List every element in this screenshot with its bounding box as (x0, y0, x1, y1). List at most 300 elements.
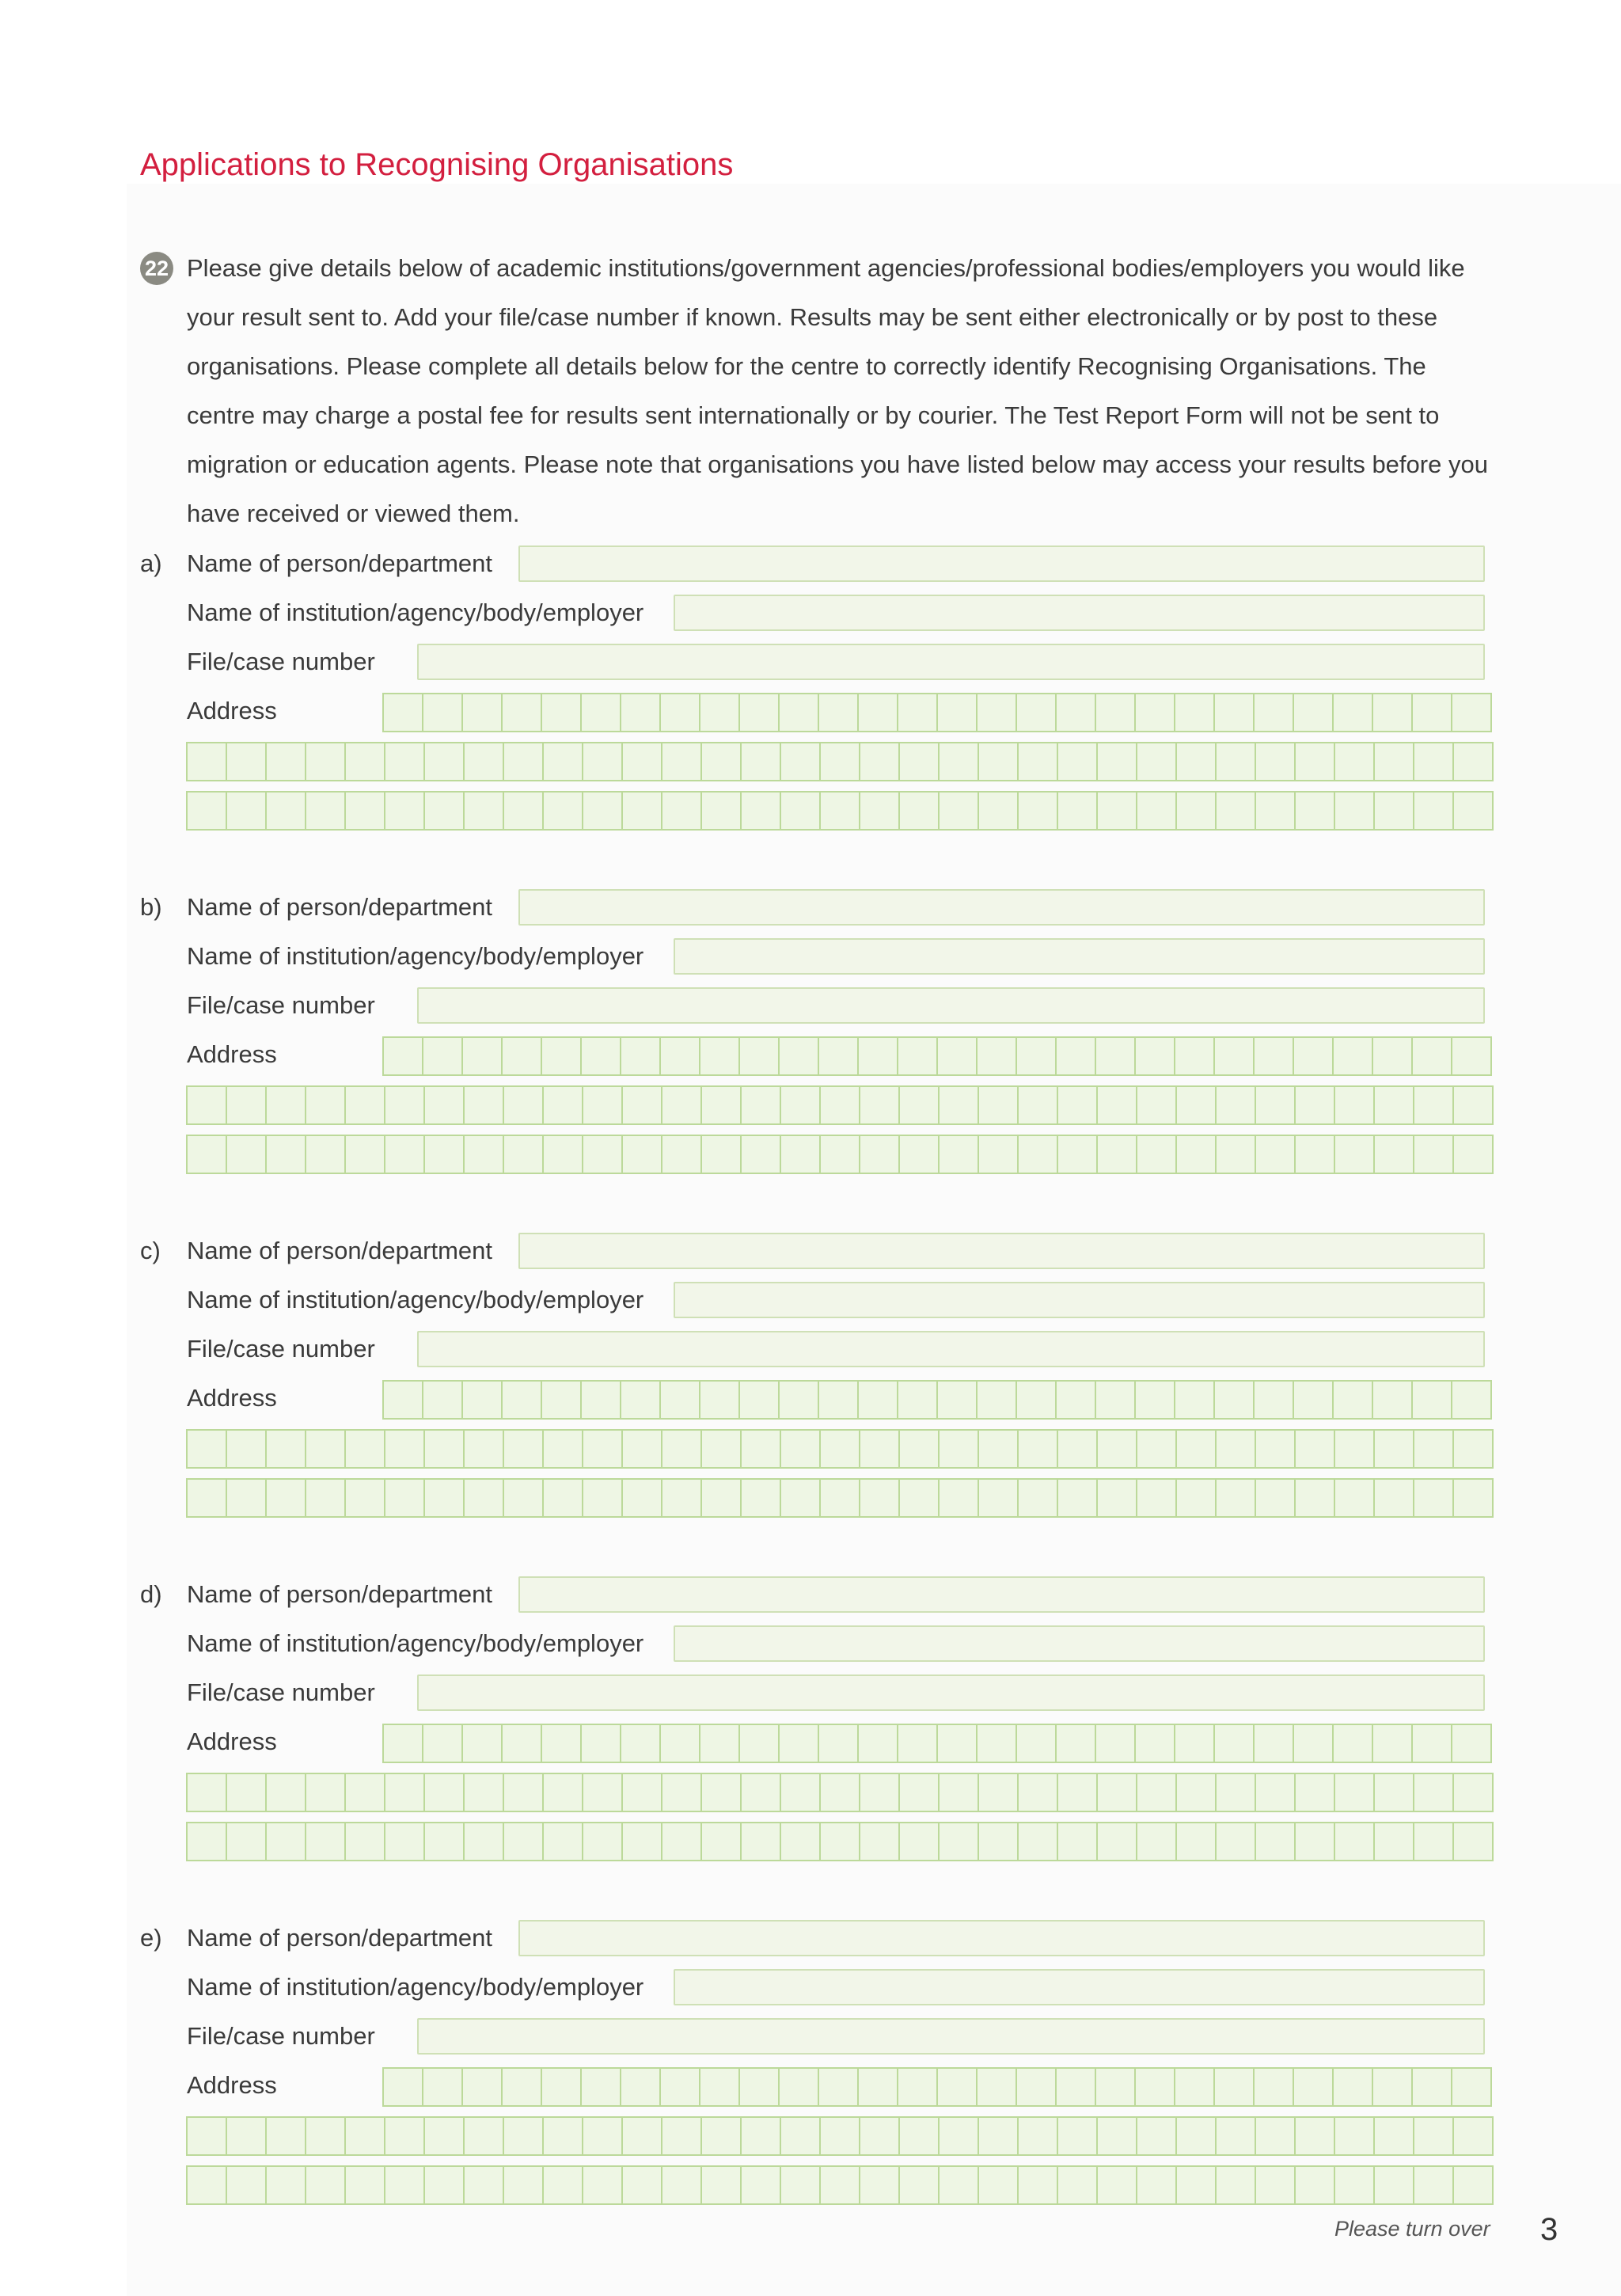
character-box[interactable] (781, 2165, 821, 2205)
character-box[interactable] (188, 1773, 227, 1812)
character-box[interactable] (1452, 1724, 1492, 1763)
character-box[interactable] (1373, 1036, 1413, 1076)
character-box[interactable] (267, 791, 306, 831)
character-box[interactable] (1296, 1822, 1335, 1861)
character-box[interactable] (700, 1724, 740, 1763)
character-box[interactable] (1137, 2116, 1177, 2156)
person-input[interactable] (518, 1576, 1485, 1613)
character-box[interactable] (542, 1036, 582, 1076)
character-box[interactable] (898, 1724, 938, 1763)
address-line-boxes[interactable] (186, 791, 1494, 831)
character-box[interactable] (979, 1429, 1019, 1469)
character-box[interactable] (1452, 1036, 1492, 1076)
character-box[interactable] (384, 1380, 423, 1420)
character-box[interactable] (819, 693, 859, 732)
character-box[interactable] (900, 2116, 940, 2156)
character-box[interactable] (583, 1135, 623, 1174)
character-box[interactable] (346, 1135, 385, 1174)
character-box[interactable] (661, 1724, 700, 1763)
character-box[interactable] (544, 791, 583, 831)
character-box[interactable] (1177, 1085, 1217, 1125)
character-box[interactable] (940, 1822, 979, 1861)
character-box[interactable] (781, 1135, 821, 1174)
character-box[interactable] (821, 1429, 860, 1469)
character-box[interactable] (860, 1478, 900, 1518)
character-box[interactable] (1373, 1724, 1413, 1763)
character-box[interactable] (544, 742, 583, 781)
character-box[interactable] (1098, 742, 1137, 781)
character-box[interactable] (423, 693, 463, 732)
character-box[interactable] (821, 1773, 860, 1812)
character-box[interactable] (1058, 791, 1098, 831)
character-box[interactable] (978, 1724, 1017, 1763)
character-box[interactable] (1414, 2165, 1454, 2205)
character-box[interactable] (1414, 742, 1454, 781)
character-box[interactable] (1057, 1036, 1096, 1076)
character-box[interactable] (742, 2116, 781, 2156)
character-box[interactable] (1454, 1773, 1494, 1812)
character-box[interactable] (1136, 1724, 1175, 1763)
character-box[interactable] (780, 1036, 819, 1076)
character-box[interactable] (1217, 1429, 1256, 1469)
character-box[interactable] (1294, 2067, 1334, 2107)
character-box[interactable] (1098, 2165, 1137, 2205)
character-box[interactable] (940, 1429, 979, 1469)
character-box[interactable] (1414, 1822, 1454, 1861)
character-box[interactable] (544, 1429, 583, 1469)
character-box[interactable] (1294, 1036, 1334, 1076)
character-box[interactable] (821, 1822, 860, 1861)
character-box[interactable] (780, 693, 819, 732)
address-line-boxes[interactable] (382, 1036, 1492, 1076)
character-box[interactable] (1335, 1478, 1375, 1518)
character-box[interactable] (1096, 1380, 1136, 1420)
character-box[interactable] (860, 1135, 900, 1174)
character-box[interactable] (742, 1085, 781, 1125)
address-line-boxes[interactable] (382, 1724, 1492, 1763)
character-box[interactable] (1375, 1478, 1414, 1518)
character-box[interactable] (1294, 693, 1334, 732)
character-box[interactable] (1256, 2165, 1296, 2205)
character-box[interactable] (267, 1773, 306, 1812)
character-box[interactable] (346, 2116, 385, 2156)
character-box[interactable] (188, 1429, 227, 1469)
character-box[interactable] (623, 1478, 662, 1518)
character-box[interactable] (1217, 1085, 1256, 1125)
character-box[interactable] (423, 2067, 463, 2107)
character-box[interactable] (504, 742, 544, 781)
character-box[interactable] (623, 1135, 662, 1174)
character-box[interactable] (227, 791, 267, 831)
character-box[interactable] (1057, 1380, 1096, 1420)
character-box[interactable] (1017, 1380, 1057, 1420)
character-box[interactable] (780, 1380, 819, 1420)
character-box[interactable] (1017, 693, 1057, 732)
character-box[interactable] (900, 2165, 940, 2205)
character-box[interactable] (978, 1380, 1017, 1420)
character-box[interactable] (425, 2116, 465, 2156)
character-box[interactable] (702, 1135, 742, 1174)
character-box[interactable] (860, 791, 900, 831)
character-box[interactable] (425, 791, 465, 831)
character-box[interactable] (423, 1724, 463, 1763)
character-box[interactable] (1452, 693, 1492, 732)
character-box[interactable] (306, 1822, 346, 1861)
character-box[interactable] (1375, 1085, 1414, 1125)
character-box[interactable] (1413, 1380, 1452, 1420)
character-box[interactable] (504, 1478, 544, 1518)
address-line-boxes[interactable] (186, 1478, 1494, 1518)
character-box[interactable] (940, 2116, 979, 2156)
character-box[interactable] (1413, 1036, 1452, 1076)
character-box[interactable] (1414, 1429, 1454, 1469)
character-box[interactable] (1057, 2067, 1096, 2107)
character-box[interactable] (385, 1085, 425, 1125)
character-box[interactable] (821, 2165, 860, 2205)
character-box[interactable] (940, 1478, 979, 1518)
character-box[interactable] (542, 2067, 582, 2107)
character-box[interactable] (1098, 1429, 1137, 1469)
character-box[interactable] (227, 1135, 267, 1174)
character-box[interactable] (979, 1773, 1019, 1812)
character-box[interactable] (1454, 1429, 1494, 1469)
character-box[interactable] (306, 1773, 346, 1812)
character-box[interactable] (1296, 2116, 1335, 2156)
character-box[interactable] (702, 742, 742, 781)
character-box[interactable] (900, 1429, 940, 1469)
address-line-boxes[interactable] (382, 2067, 1492, 2107)
character-box[interactable] (1137, 742, 1177, 781)
character-box[interactable] (781, 791, 821, 831)
character-box[interactable] (1334, 2067, 1373, 2107)
character-box[interactable] (859, 1724, 898, 1763)
character-box[interactable] (978, 1036, 1017, 1076)
character-box[interactable] (465, 2116, 504, 2156)
character-box[interactable] (900, 791, 940, 831)
character-box[interactable] (1414, 2116, 1454, 2156)
character-box[interactable] (1137, 791, 1177, 831)
character-box[interactable] (1215, 2067, 1255, 2107)
character-box[interactable] (780, 2067, 819, 2107)
character-box[interactable] (662, 1773, 702, 1812)
character-box[interactable] (503, 693, 542, 732)
character-box[interactable] (1019, 1085, 1058, 1125)
character-box[interactable] (463, 1724, 503, 1763)
character-box[interactable] (623, 2165, 662, 2205)
character-box[interactable] (1177, 1822, 1217, 1861)
character-box[interactable] (583, 1822, 623, 1861)
character-box[interactable] (1414, 1085, 1454, 1125)
character-box[interactable] (740, 1380, 780, 1420)
character-box[interactable] (1177, 1135, 1217, 1174)
character-box[interactable] (1217, 1135, 1256, 1174)
character-box[interactable] (1373, 2067, 1413, 2107)
character-box[interactable] (267, 2165, 306, 2205)
character-box[interactable] (425, 1429, 465, 1469)
character-box[interactable] (1057, 1724, 1096, 1763)
character-box[interactable] (979, 1822, 1019, 1861)
character-box[interactable] (1454, 791, 1494, 831)
character-box[interactable] (346, 1478, 385, 1518)
character-box[interactable] (1058, 1773, 1098, 1812)
character-box[interactable] (306, 1135, 346, 1174)
character-box[interactable] (1019, 2116, 1058, 2156)
person-input[interactable] (518, 889, 1485, 926)
character-box[interactable] (898, 1036, 938, 1076)
character-box[interactable] (1334, 693, 1373, 732)
character-box[interactable] (267, 1478, 306, 1518)
character-box[interactable] (940, 1773, 979, 1812)
character-box[interactable] (582, 693, 621, 732)
character-box[interactable] (544, 1478, 583, 1518)
character-box[interactable] (1136, 2067, 1175, 2107)
character-box[interactable] (742, 742, 781, 781)
character-box[interactable] (1098, 1773, 1137, 1812)
character-box[interactable] (385, 1429, 425, 1469)
character-box[interactable] (583, 2165, 623, 2205)
character-box[interactable] (940, 2165, 979, 2205)
character-box[interactable] (385, 1822, 425, 1861)
character-box[interactable] (385, 1773, 425, 1812)
character-box[interactable] (623, 1085, 662, 1125)
character-box[interactable] (979, 2165, 1019, 2205)
character-box[interactable] (979, 2116, 1019, 2156)
character-box[interactable] (385, 2116, 425, 2156)
character-box[interactable] (1215, 1036, 1255, 1076)
character-box[interactable] (1294, 1380, 1334, 1420)
address-line-boxes[interactable] (186, 2116, 1494, 2156)
character-box[interactable] (860, 1085, 900, 1125)
character-box[interactable] (821, 791, 860, 831)
file-input[interactable] (417, 1331, 1485, 1367)
character-box[interactable] (384, 693, 423, 732)
person-input[interactable] (518, 1920, 1485, 1956)
character-box[interactable] (504, 1135, 544, 1174)
character-box[interactable] (425, 1773, 465, 1812)
character-box[interactable] (1256, 791, 1296, 831)
character-box[interactable] (503, 1380, 542, 1420)
character-box[interactable] (1334, 1724, 1373, 1763)
character-box[interactable] (1454, 742, 1494, 781)
character-box[interactable] (1217, 2165, 1256, 2205)
character-box[interactable] (582, 2067, 621, 2107)
character-box[interactable] (267, 1085, 306, 1125)
character-box[interactable] (346, 1085, 385, 1125)
character-box[interactable] (306, 791, 346, 831)
character-box[interactable] (1296, 2165, 1335, 2205)
character-box[interactable] (819, 1036, 859, 1076)
character-box[interactable] (1215, 1724, 1255, 1763)
file-input[interactable] (417, 987, 1485, 1024)
character-box[interactable] (702, 1478, 742, 1518)
character-box[interactable] (1294, 1724, 1334, 1763)
character-box[interactable] (1217, 1478, 1256, 1518)
character-box[interactable] (582, 1380, 621, 1420)
character-box[interactable] (384, 1724, 423, 1763)
character-box[interactable] (860, 2165, 900, 2205)
character-box[interactable] (465, 1135, 504, 1174)
character-box[interactable] (1019, 791, 1058, 831)
character-box[interactable] (978, 2067, 1017, 2107)
character-box[interactable] (900, 1822, 940, 1861)
character-box[interactable] (227, 1478, 267, 1518)
address-line-boxes[interactable] (186, 1822, 1494, 1861)
character-box[interactable] (385, 791, 425, 831)
character-box[interactable] (1256, 1085, 1296, 1125)
character-box[interactable] (781, 1478, 821, 1518)
character-box[interactable] (306, 2165, 346, 2205)
character-box[interactable] (1454, 2165, 1494, 2205)
character-box[interactable] (1452, 2067, 1492, 2107)
character-box[interactable] (463, 693, 503, 732)
character-box[interactable] (859, 1380, 898, 1420)
institution-input[interactable] (674, 1625, 1485, 1662)
character-box[interactable] (740, 1724, 780, 1763)
character-box[interactable] (1217, 1822, 1256, 1861)
character-box[interactable] (898, 1380, 938, 1420)
character-box[interactable] (1058, 2116, 1098, 2156)
character-box[interactable] (1454, 1085, 1494, 1125)
character-box[interactable] (1098, 791, 1137, 831)
character-box[interactable] (940, 742, 979, 781)
character-box[interactable] (1335, 1429, 1375, 1469)
character-box[interactable] (742, 1822, 781, 1861)
character-box[interactable] (860, 2116, 900, 2156)
character-box[interactable] (1375, 742, 1414, 781)
character-box[interactable] (503, 1724, 542, 1763)
character-box[interactable] (1017, 1036, 1057, 1076)
character-box[interactable] (1256, 1822, 1296, 1861)
character-box[interactable] (306, 1478, 346, 1518)
character-box[interactable] (227, 1429, 267, 1469)
character-box[interactable] (900, 1085, 940, 1125)
character-box[interactable] (188, 1135, 227, 1174)
character-box[interactable] (979, 1085, 1019, 1125)
character-box[interactable] (821, 742, 860, 781)
character-box[interactable] (662, 791, 702, 831)
character-box[interactable] (900, 1478, 940, 1518)
character-box[interactable] (623, 1429, 662, 1469)
file-input[interactable] (417, 1674, 1485, 1711)
character-box[interactable] (821, 1085, 860, 1125)
character-box[interactable] (465, 1085, 504, 1125)
character-box[interactable] (1296, 1135, 1335, 1174)
character-box[interactable] (938, 2067, 978, 2107)
character-box[interactable] (662, 1135, 702, 1174)
character-box[interactable] (583, 1429, 623, 1469)
character-box[interactable] (544, 1773, 583, 1812)
character-box[interactable] (819, 2067, 859, 2107)
character-box[interactable] (503, 1036, 542, 1076)
character-box[interactable] (385, 1478, 425, 1518)
character-box[interactable] (267, 2116, 306, 2156)
character-box[interactable] (860, 1429, 900, 1469)
character-box[interactable] (1177, 1773, 1217, 1812)
character-box[interactable] (583, 791, 623, 831)
character-box[interactable] (1375, 1773, 1414, 1812)
character-box[interactable] (1019, 1478, 1058, 1518)
character-box[interactable] (1296, 1429, 1335, 1469)
character-box[interactable] (425, 1478, 465, 1518)
character-box[interactable] (1137, 1773, 1177, 1812)
character-box[interactable] (1058, 1135, 1098, 1174)
character-box[interactable] (1375, 791, 1414, 831)
character-box[interactable] (1375, 2165, 1414, 2205)
character-box[interactable] (346, 1429, 385, 1469)
character-box[interactable] (503, 2067, 542, 2107)
character-box[interactable] (306, 1429, 346, 1469)
character-box[interactable] (819, 1724, 859, 1763)
character-box[interactable] (306, 742, 346, 781)
character-box[interactable] (1177, 2116, 1217, 2156)
character-box[interactable] (582, 1724, 621, 1763)
character-box[interactable] (1334, 1036, 1373, 1076)
character-box[interactable] (781, 2116, 821, 2156)
character-box[interactable] (740, 1036, 780, 1076)
character-box[interactable] (859, 2067, 898, 2107)
institution-input[interactable] (674, 1969, 1485, 2005)
character-box[interactable] (1335, 1822, 1375, 1861)
character-box[interactable] (188, 2165, 227, 2205)
person-input[interactable] (518, 545, 1485, 582)
character-box[interactable] (1177, 742, 1217, 781)
character-box[interactable] (1177, 791, 1217, 831)
character-box[interactable] (1177, 1478, 1217, 1518)
character-box[interactable] (623, 791, 662, 831)
character-box[interactable] (781, 1822, 821, 1861)
character-box[interactable] (621, 1724, 661, 1763)
character-box[interactable] (781, 1429, 821, 1469)
character-box[interactable] (1136, 693, 1175, 732)
character-box[interactable] (346, 791, 385, 831)
character-box[interactable] (1375, 2116, 1414, 2156)
character-box[interactable] (621, 693, 661, 732)
character-box[interactable] (1454, 1478, 1494, 1518)
character-box[interactable] (1414, 1478, 1454, 1518)
character-box[interactable] (544, 1135, 583, 1174)
character-box[interactable] (188, 791, 227, 831)
character-box[interactable] (463, 1380, 503, 1420)
character-box[interactable] (425, 2165, 465, 2205)
character-box[interactable] (1098, 2116, 1137, 2156)
character-box[interactable] (821, 2116, 860, 2156)
institution-input[interactable] (674, 595, 1485, 631)
character-box[interactable] (346, 2165, 385, 2205)
character-box[interactable] (623, 1822, 662, 1861)
character-box[interactable] (425, 1085, 465, 1125)
address-line-boxes[interactable] (186, 1085, 1494, 1125)
character-box[interactable] (978, 693, 1017, 732)
character-box[interactable] (940, 791, 979, 831)
character-box[interactable] (1413, 1724, 1452, 1763)
character-box[interactable] (1296, 1478, 1335, 1518)
character-box[interactable] (465, 1773, 504, 1812)
character-box[interactable] (1096, 693, 1136, 732)
character-box[interactable] (384, 1036, 423, 1076)
character-box[interactable] (1255, 1724, 1294, 1763)
character-box[interactable] (621, 2067, 661, 2107)
character-box[interactable] (227, 742, 267, 781)
character-box[interactable] (504, 2116, 544, 2156)
character-box[interactable] (544, 1085, 583, 1125)
character-box[interactable] (859, 693, 898, 732)
character-box[interactable] (1058, 1085, 1098, 1125)
character-box[interactable] (544, 1822, 583, 1861)
character-box[interactable] (742, 791, 781, 831)
character-box[interactable] (1255, 693, 1294, 732)
character-box[interactable] (1413, 693, 1452, 732)
character-box[interactable] (583, 1478, 623, 1518)
